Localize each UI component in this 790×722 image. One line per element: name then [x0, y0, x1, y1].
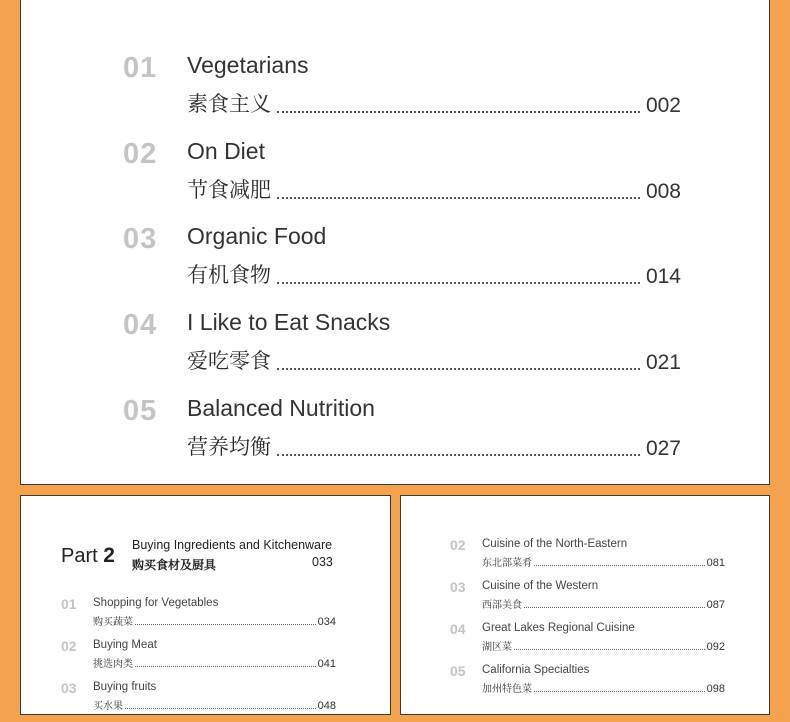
entry-title-cn: 挑选肉类: [93, 659, 133, 670]
part-number: 2: [103, 544, 115, 567]
dot-leader: [524, 607, 705, 608]
entry-page: 021: [645, 351, 681, 374]
entry-line: [482, 680, 725, 695]
entry-page: 081: [706, 557, 725, 569]
part-title-cn: 购买食材及厨具: [132, 558, 217, 572]
entry-page: 034: [317, 616, 336, 628]
toc-left-panel: [20, 495, 391, 715]
toc-entry[interactable]: [450, 579, 750, 621]
toc-entry[interactable]: [21, 138, 769, 224]
part-heading[interactable]: [61, 538, 361, 578]
toc-entry[interactable]: [21, 52, 769, 138]
dot-leader: [277, 368, 640, 370]
entry-title-cn: 有机食物: [187, 263, 271, 287]
part-label: [61, 544, 115, 568]
entry-page: 014: [645, 265, 681, 288]
entry-line: [93, 613, 336, 628]
entry-title-en: Buying fruits: [93, 681, 157, 693]
part-prefix: Part: [61, 545, 98, 567]
entry-line: [482, 554, 725, 569]
entry-number: 01: [123, 52, 158, 84]
dot-leader: [514, 649, 705, 650]
entry-line: [187, 259, 681, 289]
entry-title-en: Vegetarians: [187, 52, 309, 78]
entry-title-cn: 湖区菜: [482, 642, 512, 653]
entry-number: 03: [61, 680, 77, 696]
dot-leader: [125, 708, 316, 709]
toc-entry[interactable]: [21, 395, 769, 481]
entry-title-en: Great Lakes Regional Cuisine: [482, 622, 635, 634]
entry-number: 05: [450, 663, 466, 679]
part-title-en: Buying Ingredients and Kitchenware: [132, 538, 333, 552]
entry-page: 087: [706, 599, 725, 611]
entry-page: 027: [645, 437, 681, 460]
dot-leader: [277, 454, 640, 456]
toc-entry[interactable]: [61, 680, 361, 722]
entry-number: 05: [123, 395, 158, 427]
toc-right-panel: [400, 495, 770, 715]
entry-line: [93, 697, 336, 712]
entry-page: 041: [317, 658, 336, 670]
toc-entry[interactable]: [61, 638, 361, 680]
toc-entry[interactable]: [450, 663, 750, 705]
entry-number: 04: [450, 621, 466, 637]
entry-title-en: Cuisine of the Western: [482, 580, 599, 592]
entry-title-en: Cuisine of the North-Eastern: [482, 538, 628, 550]
entry-title-en: Organic Food: [187, 223, 327, 249]
entry-line: [187, 88, 681, 118]
entry-title-cn: 买水果: [93, 701, 123, 712]
entry-title-en: Balanced Nutrition: [187, 395, 375, 421]
entry-number: 02: [123, 138, 158, 170]
entry-page: 002: [645, 94, 681, 117]
entry-number: 02: [450, 537, 466, 553]
toc-entry[interactable]: [21, 309, 769, 395]
entry-title-cn: 西部美食: [482, 600, 522, 611]
entry-number: 03: [123, 223, 158, 255]
part-page: 033: [312, 555, 333, 569]
dot-leader: [277, 111, 640, 113]
dot-leader: [277, 197, 640, 199]
entry-number: 04: [123, 309, 158, 341]
toc-top-panel: [20, 0, 770, 485]
entry-title-cn: 购买蔬菜: [93, 617, 133, 628]
entry-line: [93, 655, 336, 670]
entry-title-cn: 加州特色菜: [482, 684, 532, 695]
entry-title-en: Buying Meat: [93, 639, 157, 651]
entry-title-cn: 爱吃零食: [187, 349, 271, 373]
entry-page: 048: [317, 700, 336, 712]
entry-title-en: Shopping for Vegetables: [93, 597, 219, 609]
entry-page: 092: [706, 641, 725, 653]
dot-leader: [277, 282, 640, 284]
toc-entry[interactable]: [450, 537, 750, 579]
toc-entry[interactable]: [61, 596, 361, 638]
entry-title-cn: 东北部菜肴: [482, 558, 532, 569]
dot-leader: [534, 691, 705, 692]
entry-line: [187, 431, 681, 461]
entry-page: 008: [645, 180, 681, 203]
entry-title-en: California Specialties: [482, 664, 590, 676]
entry-line: [187, 174, 681, 204]
dot-leader: [135, 666, 316, 667]
dot-leader: [534, 565, 705, 566]
entry-line: [187, 345, 681, 375]
dot-leader: [135, 624, 316, 625]
toc-entry[interactable]: [450, 621, 750, 663]
entry-title-cn: 素食主义: [187, 92, 271, 116]
entry-title-cn: 节食减肥: [187, 178, 271, 202]
entry-title-cn: 营养均衡: [187, 435, 271, 459]
entry-page: 098: [706, 683, 725, 695]
entry-line: [482, 596, 725, 611]
entry-number: 01: [61, 596, 77, 612]
entry-number: 02: [61, 638, 77, 654]
entry-title-en: I Like to Eat Snacks: [187, 309, 391, 335]
entry-number: 03: [450, 579, 466, 595]
toc-entry[interactable]: [21, 223, 769, 309]
entry-line: [482, 638, 725, 653]
entry-title-en: On Diet: [187, 138, 265, 164]
